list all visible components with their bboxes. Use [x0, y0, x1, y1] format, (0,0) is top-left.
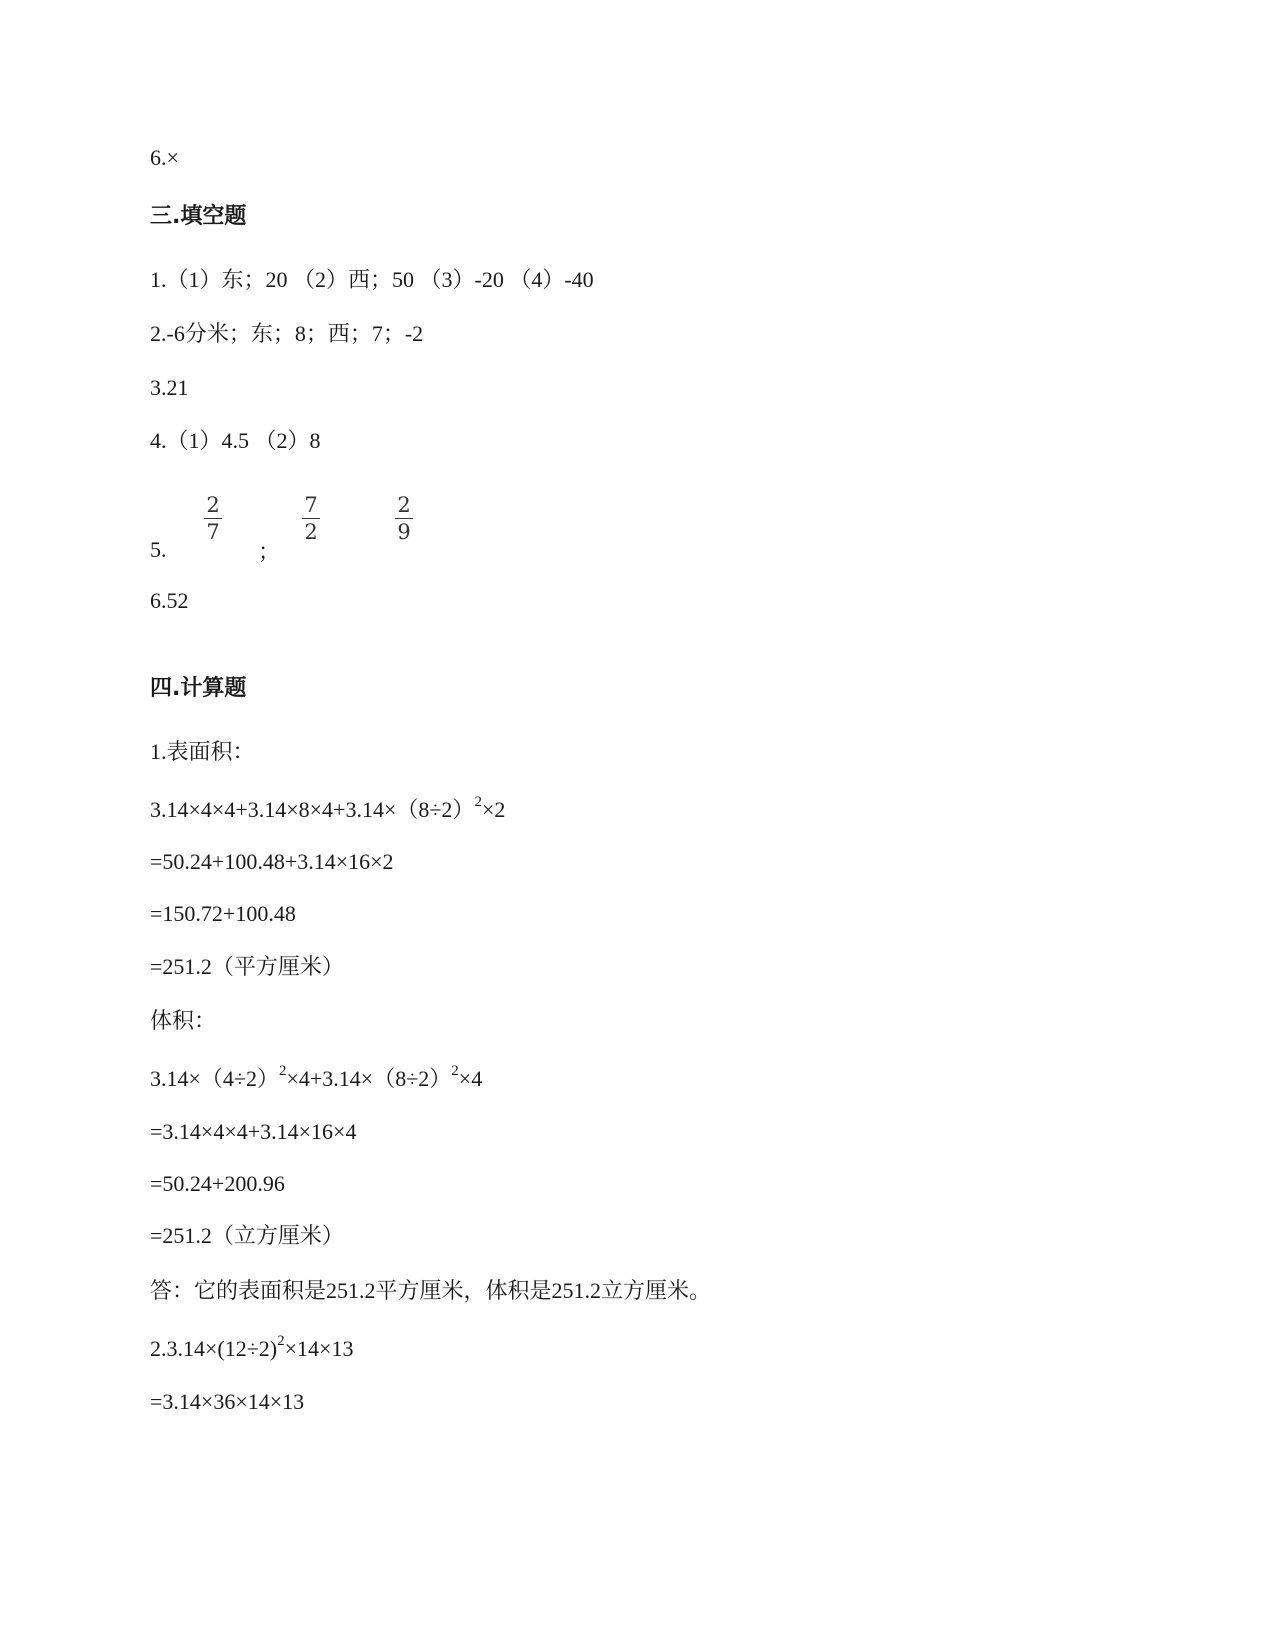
fraction-3-bar — [395, 518, 413, 519]
expr-part: ×2 — [481, 797, 506, 822]
fill-answer-5-separator: ； — [258, 539, 281, 564]
calc-1-volume-label: 体积： — [150, 1008, 217, 1033]
calc-1-surface-result: =251.2（平方厘米） — [150, 954, 344, 979]
calc-1-volume-step-2: =3.14×4×4+3.14×16×4 — [150, 1119, 357, 1144]
fill-answer-5-prefix: 5. — [150, 537, 167, 562]
fraction-1-denominator: 7 — [206, 520, 220, 544]
expr-part: 3.14×4×4+3.14×8×4+3.14×（8÷2） — [150, 797, 475, 822]
calc-1-volume-step-3: =50.24+200.96 — [150, 1171, 285, 1196]
fill-answer-2: 2.-6分米；东；8；西；7；-2 — [150, 321, 424, 346]
calc-2-step-2: =3.14×36×14×13 — [150, 1389, 305, 1414]
fill-answer-3: 3.21 — [150, 375, 189, 400]
expr-part: ×4+3.14×（8÷2） — [286, 1066, 452, 1091]
expr-part: ×14×13 — [284, 1336, 354, 1361]
fraction-3-denominator: 9 — [397, 520, 411, 544]
fraction-1 — [201, 494, 225, 543]
calc-1-surface-step-1 — [150, 793, 506, 824]
exponent: 2 — [451, 1062, 459, 1079]
section-heading-calculation: 四.计算题 — [150, 676, 247, 701]
calc-1-surface-step-2: =50.24+100.48+3.14×16×2 — [150, 849, 394, 874]
fill-answer-6: 6.52 — [150, 588, 189, 613]
fraction-1-bar — [204, 518, 222, 519]
exponent: 2 — [277, 1332, 285, 1349]
exponent: 2 — [278, 1062, 287, 1079]
calc-1-volume-result: =251.2（立方厘米） — [150, 1223, 344, 1248]
fraction-2-bar — [302, 518, 320, 519]
expr-part: 2.3.14×(12÷2) — [150, 1336, 278, 1361]
section-heading-fill-blank: 三.填空题 — [150, 204, 247, 229]
fraction-2 — [299, 494, 323, 543]
calc-1-volume-step-1 — [150, 1062, 483, 1093]
expr-part: 3.14×（4÷2） — [150, 1066, 279, 1091]
expr-part: ×4 — [458, 1066, 483, 1091]
answer-line-6: 6.× — [150, 145, 179, 170]
calc-1-surface-step-3: =150.72+100.48 — [150, 901, 296, 926]
fraction-1-numerator: 2 — [206, 493, 220, 517]
calc-2-step-1 — [150, 1332, 354, 1363]
fill-answer-4: 4.（1）4.5 （2）8 — [150, 428, 321, 453]
fraction-2-denominator: 2 — [304, 520, 318, 544]
fraction-2-numerator: 7 — [304, 493, 318, 517]
calc-1-surface-label: 1.表面积： — [150, 739, 255, 764]
fraction-3-numerator: 2 — [397, 493, 411, 517]
fill-answer-1: 1.（1）东；20 （2）西；50 （3）-20 （4）-40 — [150, 267, 594, 292]
exponent: 2 — [474, 793, 482, 810]
calc-1-answer: 答：它的表面积是251.2平方厘米，体积是251.2立方厘米。 — [150, 1278, 712, 1303]
fraction-3 — [392, 494, 416, 543]
